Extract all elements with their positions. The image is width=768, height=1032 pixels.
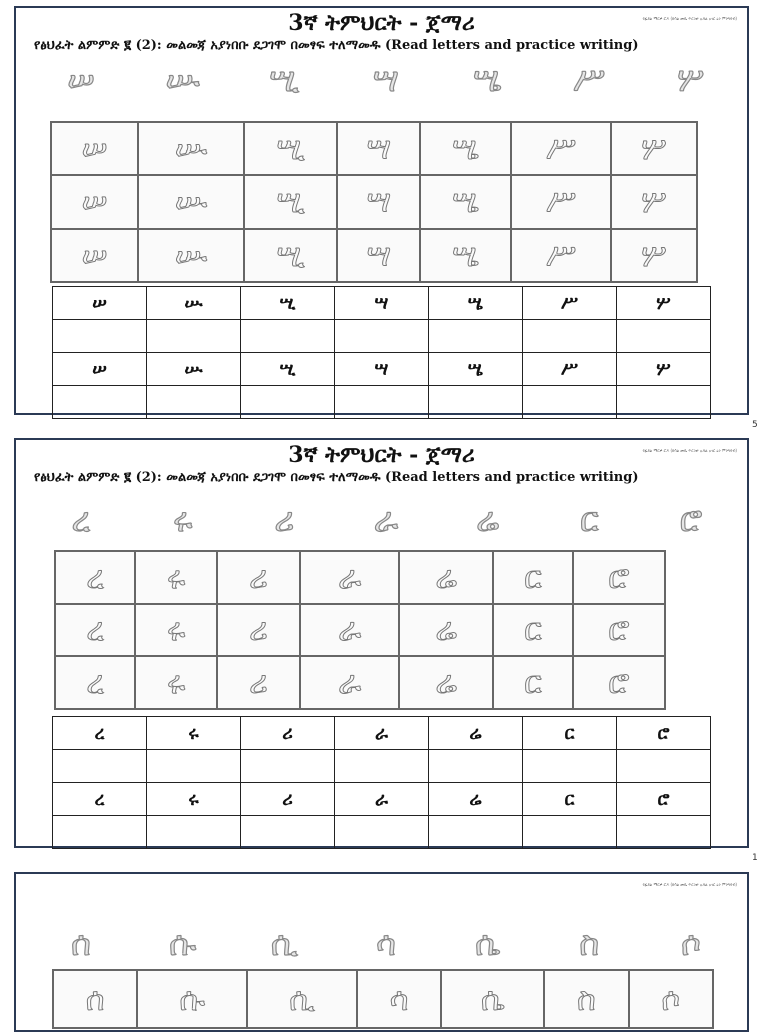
writing-cell[interactable] [241,816,335,849]
writing-practice-table [52,716,711,849]
print-letter: ሢ [241,353,335,386]
dotted-letter: ሲ [247,970,357,1028]
header-note: የፊደል ማርዎ ሮዶ (ከሳል መቤ ጥርንቃ ሉባል አገር ዕን ምንግባብ) [642,16,737,21]
trace-letter: ሦ [677,60,705,100]
trace-letter: ሬ [476,500,500,540]
print-letter: ሠ [53,287,147,320]
dotted-letter: ሦ [611,122,697,175]
trace-letter: ሴ [474,924,501,964]
worksheet-page-1 [14,6,749,415]
dotted-letter: ራ [300,551,399,604]
print-letter: ሢ [241,287,335,320]
writing-cell[interactable] [523,750,617,783]
page-number: 5 [752,420,758,430]
dotted-letter: ሩ [135,551,217,604]
trace-letter: ሮ [679,500,703,540]
trace-letter: ሲ [270,924,298,964]
print-letter: ሡ [147,353,241,386]
print-letter: ሦ [617,353,711,386]
writing-cell[interactable] [241,320,335,353]
writing-practice-table [52,286,711,419]
trace-letter-row [36,60,736,100]
trace-letter: ሳ [375,924,396,964]
print-letter: ሡ [147,287,241,320]
writing-cell[interactable] [335,320,429,353]
print-letter: ሠ [53,353,147,386]
print-letter: ሣ [335,287,429,320]
print-letter: ራ [335,783,429,816]
trace-letter: ሡ [165,60,200,100]
print-letter: ሮ [617,717,711,750]
instruction-text: የፅህፈት ልምምድ ፪ (2): መልመጃ አያነበቡ ደጋገሞ በመፃፍ ተለማመዱ (Read letters and practice writing) [34,38,639,53]
dotted-letter: ሢ [244,229,338,282]
print-letter: ር [523,717,617,750]
dotted-letter: ር [493,551,573,604]
print-letter: ሥ [523,287,617,320]
dotted-letter: ሤ [420,175,511,228]
dotted-letter: ሠ [51,175,138,228]
dotted-letter: ስ [544,970,628,1028]
writing-cell[interactable] [429,750,523,783]
dotted-letter: ሤ [420,229,511,282]
print-letter: ሤ [429,353,523,386]
writing-cell[interactable] [147,320,241,353]
print-letter: ሩ [147,783,241,816]
dotted-letter: ሥ [511,175,611,228]
writing-cell[interactable] [335,386,429,419]
writing-cell[interactable] [523,320,617,353]
writing-cell[interactable] [335,750,429,783]
dotted-letter: ሬ [399,604,493,657]
print-letter: ሦ [617,287,711,320]
dotted-letter: ሡ [138,122,244,175]
header-note: የፊደል ማርዎ ሮዶ (ከሳል መቤ ጥርንቃ ሉባል አገር ዕን ምንግባብ) [642,448,737,453]
dotted-letter: ር [493,656,573,709]
lesson-title: 3ኛ ትምህርት - ጀማሪ [288,442,475,468]
print-letter: ራ [335,717,429,750]
writing-cell[interactable] [429,386,523,419]
writing-cell[interactable] [617,816,711,849]
dotted-letter: ሪ [217,551,300,604]
print-letter: ሮ [617,783,711,816]
trace-letter: ሰ [71,924,91,964]
dotted-letter: ሥ [511,122,611,175]
writing-cell[interactable] [53,750,147,783]
writing-cell[interactable] [429,816,523,849]
print-letter: ሤ [429,287,523,320]
writing-cell[interactable] [241,750,335,783]
dotted-letter: ሰ [53,970,137,1028]
dotted-letter: ሥ [511,229,611,282]
dotted-letter: ረ [55,604,135,657]
print-letter: ሪ [241,783,335,816]
trace-letter: ሢ [269,60,300,100]
dotted-letter: ሡ [138,175,244,228]
instruction-text: የፅህፈት ልምምድ ፪ (2): መልመጃ አያነበቡ ደጋገሞ በመፃፍ ተለማመዱ (Read letters and practice writing) [34,470,639,485]
dotted-tracing-grid [54,550,666,710]
trace-letter: ራ [373,500,399,540]
dotted-letter: ሢ [244,175,338,228]
dotted-letter: ረ [55,656,135,709]
writing-cell[interactable] [523,816,617,849]
dotted-letter: ራ [300,604,399,657]
dotted-letter: ሮ [573,604,665,657]
dotted-letter: ሩ [135,604,217,657]
print-letter: ሥ [523,353,617,386]
dotted-letter: ሡ [138,229,244,282]
dotted-letter: ሶ [629,970,713,1028]
dotted-letter: ሪ [217,604,300,657]
dotted-letter: ሤ [420,122,511,175]
trace-letter: ሪ [274,500,295,540]
dotted-letter: ሠ [51,122,138,175]
trace-letter: ሩ [172,500,193,540]
writing-cell[interactable] [617,386,711,419]
writing-cell[interactable] [335,816,429,849]
dotted-letter: ሮ [573,551,665,604]
dotted-letter: ሦ [611,175,697,228]
trace-letter: ር [579,500,599,540]
dotted-letter: ሱ [137,970,247,1028]
writing-cell[interactable] [241,386,335,419]
trace-letter-row [36,500,736,540]
dotted-letter: ር [493,604,573,657]
writing-cell[interactable] [617,320,711,353]
trace-letter: ሠ [67,60,95,100]
dotted-letter: ሠ [51,229,138,282]
writing-cell[interactable] [147,750,241,783]
header-note: የፊደል ማርዎ ሮዶ (ከሳል መቤ ጥርንቃ ሉባል አገር ዕን ምንግባብ) [642,882,737,887]
trace-letter: ሣ [372,60,399,100]
dotted-tracing-grid [50,121,698,283]
dotted-letter: ሬ [399,656,493,709]
print-letter: ሪ [241,717,335,750]
writing-cell[interactable] [617,750,711,783]
dotted-letter: ሢ [244,122,338,175]
print-letter: ር [523,783,617,816]
lesson-title: 3ኛ ትምህርት - ጀማሪ [288,10,475,36]
page-number: 1 [752,853,758,863]
print-letter: ሣ [335,353,429,386]
worksheet-page-2 [14,438,749,848]
writing-cell[interactable] [429,320,523,353]
dotted-letter: ሦ [611,229,697,282]
writing-cell[interactable] [523,386,617,419]
dotted-letter: ሣ [337,122,420,175]
dotted-tracing-grid [52,969,714,1029]
trace-letter: ሥ [573,60,606,100]
print-letter: ሬ [429,783,523,816]
worksheet-page-3 [14,872,749,1032]
dotted-letter: ሣ [337,229,420,282]
writing-cell[interactable] [147,816,241,849]
writing-cell[interactable] [53,320,147,353]
print-letter: ረ [53,783,147,816]
dotted-letter: ረ [55,551,135,604]
writing-cell[interactable] [53,816,147,849]
trace-letter-row [36,924,736,964]
print-letter: ሩ [147,717,241,750]
writing-cell[interactable] [53,386,147,419]
print-letter: ረ [53,717,147,750]
writing-cell[interactable] [147,386,241,419]
dotted-letter: ሳ [357,970,441,1028]
dotted-letter: ሣ [337,175,420,228]
trace-letter: ሱ [169,924,197,964]
dotted-letter: ሬ [399,551,493,604]
dotted-letter: ራ [300,656,399,709]
print-letter: ሬ [429,717,523,750]
dotted-letter: ሴ [441,970,544,1028]
trace-letter: ረ [71,500,91,540]
dotted-letter: ሩ [135,656,217,709]
trace-letter: ስ [579,924,600,964]
dotted-letter: ሮ [573,656,665,709]
dotted-letter: ሪ [217,656,300,709]
trace-letter: ሶ [680,924,701,964]
trace-letter: ሤ [473,60,503,100]
